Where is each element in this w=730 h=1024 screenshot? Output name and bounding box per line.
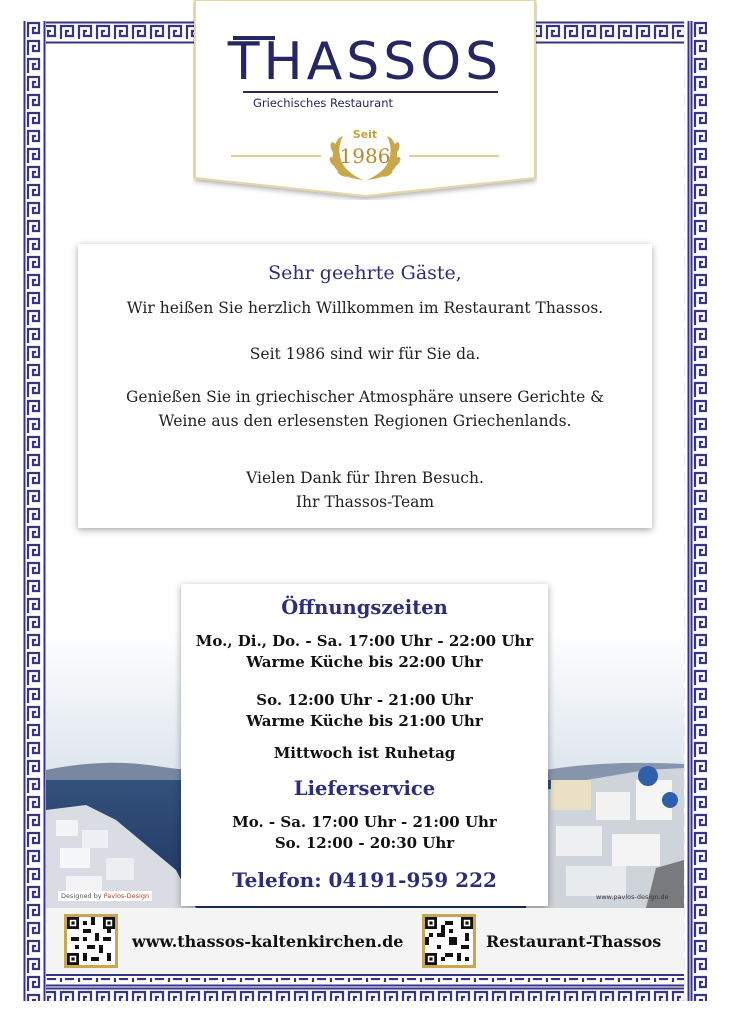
phone-number: Telefon: 04191-959 222	[232, 868, 497, 892]
welcome-line: Wir heißen Sie herzlich Willkommen im Restaurant Thassos.	[126, 299, 604, 317]
designer-credit	[58, 891, 152, 901]
welcome-title: Sehr geehrte Gäste,	[268, 262, 462, 284]
welcome-line: Ihr Thassos-Team	[295, 493, 435, 511]
delivery-line: So. 12:00 - 20:30 Uhr	[274, 834, 455, 852]
since-year: 1986	[339, 144, 391, 168]
facebook-page-name: Restaurant-Thassos	[486, 932, 662, 951]
designer-credit-label: Designed by	[61, 892, 102, 900]
designer-credit-brand: Pavlos-Design	[103, 892, 150, 900]
opening-hours-title: Öffnungszeiten	[281, 596, 448, 619]
designer-website: www.pavlos-design.de	[596, 893, 669, 901]
welcome-line: Genießen Sie in griechischer Atmosphäre unsere Gerichte &	[126, 388, 604, 406]
qr-code-facebook-icon	[422, 914, 476, 968]
qr-code-website-icon	[64, 914, 118, 968]
hours-line: So. 12:00 Uhr - 21:00 Uhr	[256, 691, 473, 709]
closed-day-line: Mittwoch ist Ruhetag	[273, 744, 456, 762]
restaurant-logo-subtitle: Griechisches Restaurant	[253, 96, 393, 110]
delivery-line: Mo. - Sa. 17:00 Uhr - 21:00 Uhr	[232, 813, 497, 831]
welcome-line: Weine aus den erlesensten Regionen Griechenlands.	[158, 412, 572, 430]
opening-hours-card	[181, 584, 548, 906]
hours-line: Mo., Di., Do. - Sa. 17:00 Uhr - 22:00 Uhr	[195, 632, 534, 650]
restaurant-logo-name: THASSOS	[227, 32, 503, 92]
logo-banner	[193, 0, 537, 200]
delivery-title: Lieferservice	[293, 777, 436, 800]
website-url: www.thassos-kaltenkirchen.de	[132, 932, 404, 951]
since-label: Seit	[352, 128, 378, 141]
welcome-line: Vielen Dank für Ihren Besuch.	[246, 469, 484, 487]
welcome-line: Seit 1986 sind wir für Sie da.	[249, 345, 481, 363]
hours-line: Warme Küche bis 21:00 Uhr	[246, 712, 483, 730]
hours-line: Warme Küche bis 22:00 Uhr	[246, 653, 483, 671]
welcome-card	[78, 244, 652, 528]
